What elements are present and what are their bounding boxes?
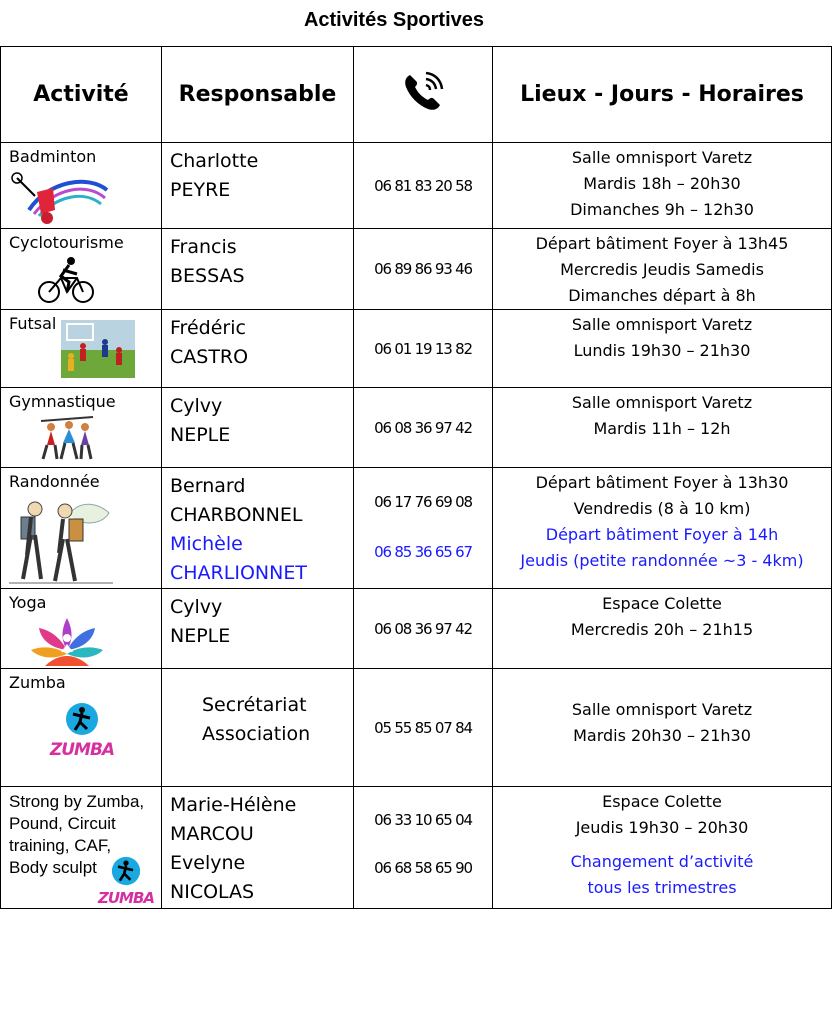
activity-cell: [1, 589, 162, 669]
zumba-logo-text: ZUMBA: [97, 889, 155, 907]
responsable-cell: Bernard CHARBONNEL Michèle CHARLIONNET: [162, 468, 354, 589]
zumba-logo: [47, 702, 117, 760]
activity-label: Randonnée: [9, 472, 100, 491]
activities-table: [0, 46, 832, 909]
table-row: [1, 669, 832, 787]
table-row: [1, 143, 832, 229]
header-activite: Activité: [1, 47, 162, 143]
responsable-cell: Cylvy NEPLE: [162, 388, 354, 468]
activity-cell: [1, 310, 162, 388]
responsable-cell: Secrétariat Association: [162, 669, 354, 787]
table-row: [1, 229, 832, 310]
responsable-cell: Francis BESSAS: [162, 229, 354, 310]
responsable-cell: Cylvy NEPLE: [162, 589, 354, 669]
activity-label: Zumba: [9, 673, 66, 692]
phone-cell: 06 17 76 69 08 06 85 36 65 67: [354, 468, 493, 589]
responsable-cell: Charlotte PEYRE: [162, 143, 354, 229]
table-row: [1, 310, 832, 388]
phone-cell: 06 08 36 97 42: [354, 388, 493, 468]
header-lieux: Lieux - Jours - Horaires: [493, 47, 832, 143]
activity-cell: [1, 468, 162, 589]
page-title: Activités Sportives: [303, 9, 485, 31]
lieux-cell: Salle omnisport Varetz Mardis 11h – 12h: [493, 388, 832, 468]
lieux-cell: Espace Colette Jeudis 19h30 – 20h30 Changement d’activité tous les trimestres: [493, 787, 832, 909]
activity-cell: [1, 669, 162, 787]
lieux-cell: Départ bâtiment Foyer à 13h45 Mercredis Jeudis Samedis Dimanches départ à 8h: [493, 229, 832, 310]
header-responsable: Responsable: [162, 47, 354, 143]
activity-label: Futsal: [9, 314, 57, 333]
lieux-cell: Départ bâtiment Foyer à 13h30 Vendredis (8 à 10 km) Départ bâtiment Foyer à 14h Jeudis (petite randonnée ~3 - 4km): [493, 468, 832, 589]
responsable-cell: Marie-Hélène MARCOU Evelyne NICOLAS: [162, 787, 354, 909]
table-row: [1, 388, 832, 468]
header-phone: [354, 47, 493, 143]
activity-cell: [1, 143, 162, 229]
lieux-cell: Salle omnisport Varetz Lundis 19h30 – 21h30: [493, 310, 832, 388]
activity-cell: Strong by Zumba, Pound, Circuit training, CAF, Body sculpt ZUMBA: [1, 787, 162, 909]
phone-cell: 06 89 86 93 46: [354, 229, 493, 310]
header-row: [1, 47, 832, 143]
phone-cell: 06 01 19 13 82: [354, 310, 493, 388]
gymnastics-icon: [37, 415, 97, 461]
badminton-icon: [9, 170, 109, 226]
phone-icon: [400, 69, 446, 115]
futsal-icon: [61, 320, 135, 378]
lieux-cell: Salle omnisport Varetz Mardis 20h30 – 21h30: [493, 669, 832, 787]
phone-cell: 05 55 85 07 84: [354, 669, 493, 787]
zumba-figure-icon: [65, 702, 99, 736]
zumba-figure-icon: [111, 856, 141, 886]
responsable-cell: Frédéric CASTRO: [162, 310, 354, 388]
phone-cell: 06 81 83 20 58: [354, 143, 493, 229]
cyclist-icon: [37, 256, 97, 304]
activity-label: Cyclotourisme: [9, 233, 124, 252]
phone-cell: 06 33 10 65 04 06 68 58 65 90: [354, 787, 493, 909]
activity-label: Badminton: [9, 147, 97, 166]
activity-cell: [1, 229, 162, 310]
activity-cell: [1, 388, 162, 468]
hiking-icon: [9, 495, 113, 587]
activity-label: Yoga: [9, 593, 47, 612]
table-row: [1, 589, 832, 669]
yoga-icon: [29, 616, 105, 668]
table-row: [1, 787, 832, 909]
phone-cell: 06 08 36 97 42: [354, 589, 493, 669]
lieux-cell: Salle omnisport Varetz Mardis 18h – 20h30 Dimanches 9h – 12h30: [493, 143, 832, 229]
table-row: [1, 468, 832, 589]
zumba-logo-text: ZUMBA: [49, 740, 115, 760]
zumba-logo-small: [95, 856, 157, 906]
lieux-cell: Espace Colette Mercredis 20h – 21h15: [493, 589, 832, 669]
activity-label: Gymnastique: [9, 392, 116, 411]
